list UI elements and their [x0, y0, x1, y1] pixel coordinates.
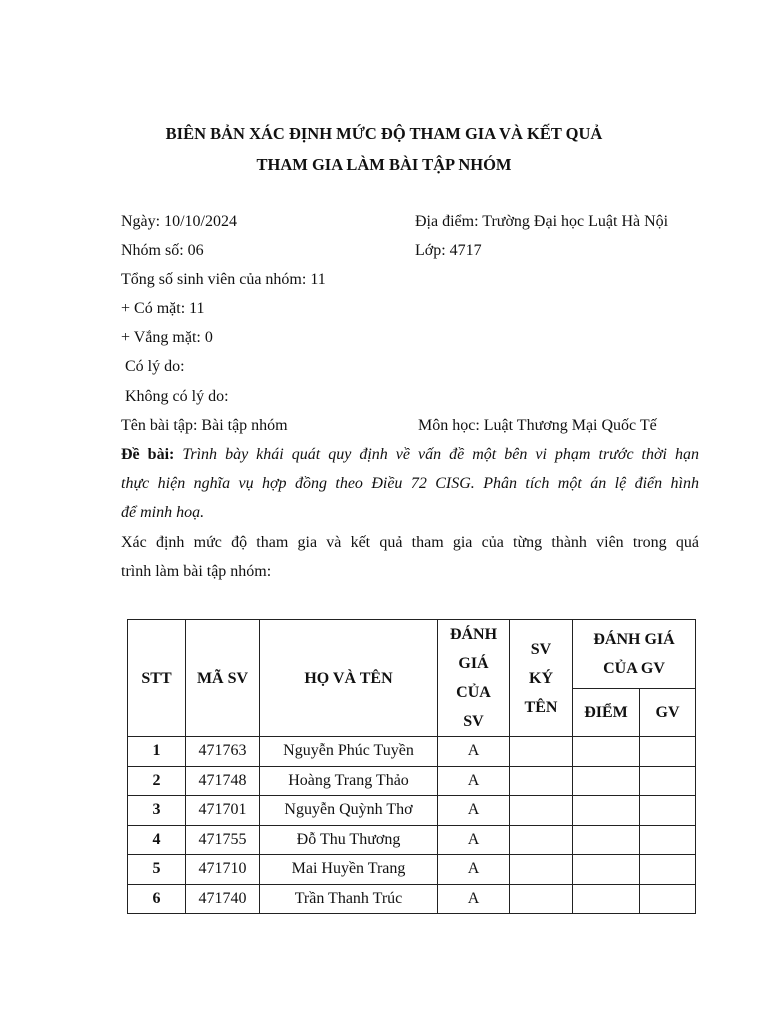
cell-diem [573, 766, 640, 796]
cell-danh-gia: A [438, 884, 510, 914]
header-danh-gia-sv-2: GIÁ [458, 655, 489, 672]
topic-label: Đề bài: [121, 446, 175, 463]
table-row [128, 884, 696, 914]
table-row [128, 737, 696, 767]
cell-sv-ky-ten [510, 884, 573, 914]
header-danh-gia-gv-1: ĐÁNH GIÁ [593, 630, 675, 648]
cell-ho-ten: Nguyễn Quỳnh Thơ [260, 796, 438, 826]
cell-diem [573, 855, 640, 885]
document-title-line-2: THAM GIA LÀM BÀI TẬP NHÓM [256, 155, 512, 174]
cell-stt: 5 [128, 855, 186, 885]
cell-sv-ky-ten [510, 796, 573, 826]
cell-stt: 3 [128, 796, 186, 826]
intro-line-2: trình làm bài tập nhóm: [121, 563, 272, 580]
cell-danh-gia: A [438, 855, 510, 885]
cell-gv [640, 766, 696, 796]
meeting-location: Địa điểm: Trường Đại học Luật Hà Nội [415, 213, 669, 230]
header-stt: STT [128, 620, 186, 737]
table-row [128, 766, 696, 796]
meeting-date: Ngày: 10/10/2024 [121, 213, 237, 230]
cell-gv [640, 855, 696, 885]
cell-diem [573, 884, 640, 914]
unexcused-label: Không có lý do: [121, 388, 229, 405]
cell-sv-ky-ten [510, 766, 573, 796]
header-ma-sv: MÃ SV [186, 620, 260, 737]
cell-ho-ten: Hoàng Trang Thảo [260, 766, 438, 796]
table-row [128, 796, 696, 826]
cell-danh-gia: A [438, 737, 510, 767]
cell-ho-ten: Nguyễn Phúc Tuyền [260, 737, 438, 767]
absent-count: + Vắng mặt: 0 [121, 329, 213, 346]
document-title-line-1: BIÊN BẢN XÁC ĐỊNH MỨC ĐỘ THAM GIA VÀ KẾT QUẢ [165, 124, 603, 143]
header-sv-ky-ten-1: SV [530, 640, 552, 658]
cell-ho-ten: Đỗ Thu Thương [260, 825, 438, 855]
cell-gv [640, 737, 696, 767]
cell-ma-sv: 471710 [186, 855, 260, 885]
cell-sv-ky-ten [510, 855, 573, 885]
present-count: + Có mặt: 11 [121, 300, 205, 317]
topic-line-1 [121, 446, 699, 464]
cell-danh-gia: A [438, 796, 510, 826]
cell-diem [573, 825, 640, 855]
topic-text-1: Trình bày khái quát quy định về vấn đề một bên vi phạm trước thời hạn [182, 446, 699, 463]
class-number: Lớp: 4717 [415, 242, 482, 259]
cell-gv [640, 825, 696, 855]
table-row [128, 825, 696, 855]
cell-ma-sv: 471740 [186, 884, 260, 914]
cell-danh-gia: A [438, 825, 510, 855]
header-gv: GV [640, 688, 696, 736]
group-number: Nhóm số: 06 [121, 242, 204, 259]
cell-diem [573, 796, 640, 826]
header-sv-ky-ten [510, 620, 573, 737]
cell-danh-gia: A [438, 766, 510, 796]
header-danh-gia-sv-3: CỦA [456, 684, 491, 701]
cell-ho-ten: Mai Huyền Trang [260, 855, 438, 885]
participation-table [127, 619, 696, 914]
cell-stt: 1 [128, 737, 186, 767]
header-danh-gia-gv-2: CỦA GV [603, 659, 665, 677]
cell-ho-ten: Trần Thanh Trúc [260, 884, 438, 914]
cell-gv [640, 884, 696, 914]
cell-ma-sv: 471701 [186, 796, 260, 826]
intro-line-1: Xác định mức độ tham gia và kết quả tham gia của từng thành viên trong quá [121, 534, 699, 551]
header-danh-gia-gv [573, 620, 696, 689]
cell-ma-sv: 471748 [186, 766, 260, 796]
header-danh-gia-sv-4: SV [463, 713, 484, 730]
cell-stt: 2 [128, 766, 186, 796]
total-students: Tổng số sinh viên của nhóm: 11 [121, 271, 326, 288]
header-danh-gia-sv-1: ĐÁNH [449, 626, 498, 643]
cell-diem [573, 737, 640, 767]
header-ho-ten: HỌ VÀ TÊN [260, 620, 438, 737]
subject-name: Môn học: Luật Thương Mại Quốc Tế [418, 417, 657, 434]
cell-gv [640, 796, 696, 826]
cell-ma-sv: 471755 [186, 825, 260, 855]
header-sv-ky-ten-2: KÝ [529, 669, 553, 687]
assignment-name: Tên bài tập: Bài tập nhóm [121, 417, 288, 434]
cell-sv-ky-ten [510, 825, 573, 855]
excused-label: Có lý do: [121, 358, 185, 375]
cell-stt: 4 [128, 825, 186, 855]
topic-line-2: thực hiện nghĩa vụ hợp đồng theo Điều 72 CISG. Phân tích một án lệ điển hình [121, 475, 699, 492]
cell-stt: 6 [128, 884, 186, 914]
header-danh-gia-sv [438, 620, 510, 737]
cell-ma-sv: 471763 [186, 737, 260, 767]
table-row [128, 855, 696, 885]
cell-sv-ky-ten [510, 737, 573, 767]
header-diem: ĐIỂM [573, 688, 640, 736]
topic-line-3: để minh hoạ. [121, 504, 205, 521]
header-sv-ky-ten-3: TÊN [524, 698, 558, 716]
